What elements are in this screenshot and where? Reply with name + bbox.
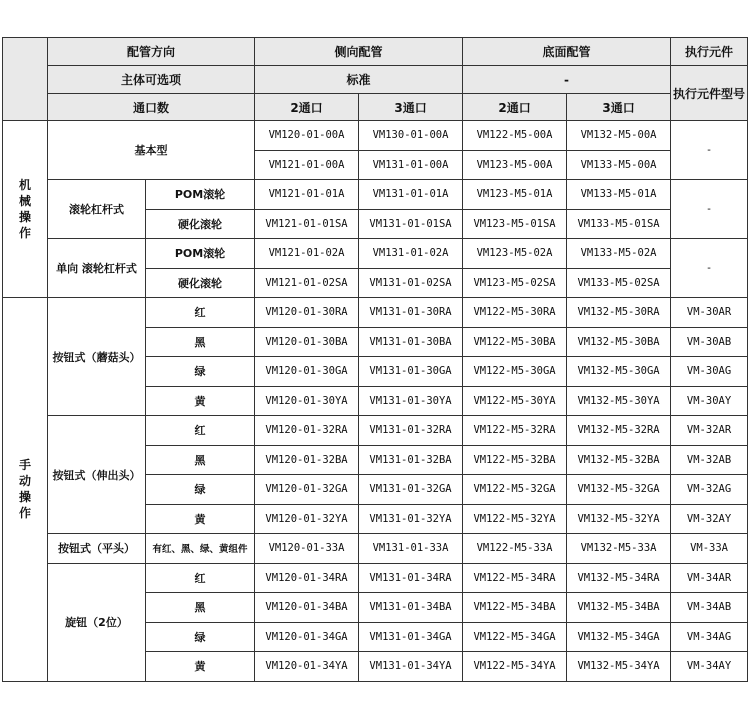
port-count-header: 通口数 [48, 94, 255, 121]
color-label: 有红、黑、绿、黄组件 [146, 534, 255, 564]
model-code: VM131-01-34YA [359, 652, 463, 682]
model-code: VM131-01-01SA [359, 209, 463, 239]
type-basic: 基本型 [48, 121, 255, 180]
model-code: VM123-M5-01SA [463, 209, 567, 239]
color-label: 红 [146, 298, 255, 328]
model-code: VM131-01-34BA [359, 593, 463, 623]
table-row [3, 563, 748, 593]
bottom-piping-header: 底面配管 [463, 38, 671, 66]
model-code: VM120-01-32YA [255, 504, 359, 534]
model-code: VM121-01-01SA [255, 209, 359, 239]
color-label: 黄 [146, 504, 255, 534]
corner-cell [3, 38, 48, 121]
actuator-model: VM-33A [671, 534, 748, 564]
actuator-model: VM-34AR [671, 563, 748, 593]
table-row [3, 298, 748, 328]
header-row-3 [3, 94, 748, 121]
model-code: VM131-01-32BA [359, 445, 463, 475]
model-code: VM120-01-32RA [255, 416, 359, 446]
actuator-model: VM-32AG [671, 475, 748, 505]
model-code: VM131-01-30RA [359, 298, 463, 328]
model-code: VM122-M5-34GA [463, 622, 567, 652]
table-row [3, 121, 748, 151]
model-code: VM131-01-30YA [359, 386, 463, 416]
header-row-2 [3, 66, 748, 94]
color-label: 红 [146, 563, 255, 593]
model-spec-table [2, 37, 748, 682]
model-code: VM120-01-34YA [255, 652, 359, 682]
model-code: VM121-01-00A [255, 150, 359, 180]
side-piping-header: 侧向配管 [255, 38, 463, 66]
model-code: VM122-M5-30GA [463, 357, 567, 387]
actuator-model: VM-34AG [671, 622, 748, 652]
model-code: VM122-M5-32BA [463, 445, 567, 475]
actuator-model: - [671, 180, 748, 239]
model-code: VM132-M5-34BA [567, 593, 671, 623]
model-code: VM120-01-30GA [255, 357, 359, 387]
model-code: VM132-M5-34YA [567, 652, 671, 682]
model-code: VM133-M5-00A [567, 150, 671, 180]
model-code: VM122-M5-30RA [463, 298, 567, 328]
model-code: VM131-01-00A [359, 150, 463, 180]
model-code: VM120-01-30RA [255, 298, 359, 328]
model-code: VM131-01-30GA [359, 357, 463, 387]
model-code: VM131-01-02A [359, 239, 463, 269]
actuator-model: VM-34AB [671, 593, 748, 623]
model-code: VM130-01-00A [359, 121, 463, 151]
standard-header: 标准 [255, 66, 463, 94]
color-label: 绿 [146, 357, 255, 387]
actuator-header: 执行元件 [671, 38, 748, 66]
sub-type: 硬化滚轮 [146, 268, 255, 298]
model-code: VM123-M5-00A [463, 150, 567, 180]
model-code: VM122-M5-34RA [463, 563, 567, 593]
actuator-model: VM-30AY [671, 386, 748, 416]
model-code: VM120-01-34GA [255, 622, 359, 652]
actuator-model: VM-32AY [671, 504, 748, 534]
piping-direction-header: 配管方向 [48, 38, 255, 66]
model-code: VM123-M5-02A [463, 239, 567, 269]
type-extended-button: 按钮式（伸出头） [48, 416, 146, 534]
body-option-header: 主体可选项 [48, 66, 255, 94]
color-label: 黄 [146, 386, 255, 416]
color-label: 绿 [146, 475, 255, 505]
side-2port-header: 2通口 [255, 94, 359, 121]
model-code: VM131-01-32GA [359, 475, 463, 505]
type-mushroom-button: 按钮式（蘑菇头） [48, 298, 146, 416]
model-code: VM133-M5-02A [567, 239, 671, 269]
actuator-model: VM-34AY [671, 652, 748, 682]
sub-type: 硬化滚轮 [146, 209, 255, 239]
model-code: VM123-M5-02SA [463, 268, 567, 298]
color-label: 黄 [146, 652, 255, 682]
model-code: VM132-M5-33A [567, 534, 671, 564]
model-code: VM121-01-01A [255, 180, 359, 210]
manual-group-label: 手 动 操 作 [3, 298, 48, 682]
model-code: VM122-M5-32RA [463, 416, 567, 446]
model-code: VM131-01-02SA [359, 268, 463, 298]
actuator-model-header: 执行元件型号 [671, 66, 748, 121]
model-code: VM120-01-32GA [255, 475, 359, 505]
model-code: VM122-M5-32YA [463, 504, 567, 534]
model-code: VM122-M5-30BA [463, 327, 567, 357]
table-row [3, 239, 748, 269]
sub-type: POM滚轮 [146, 180, 255, 210]
actuator-model: VM-30AG [671, 357, 748, 387]
model-code: VM121-01-02A [255, 239, 359, 269]
model-code: VM120-01-33A [255, 534, 359, 564]
actuator-model: - [671, 121, 748, 180]
model-code: VM122-M5-33A [463, 534, 567, 564]
model-code: VM131-01-30BA [359, 327, 463, 357]
color-label: 黑 [146, 327, 255, 357]
model-code: VM122-M5-00A [463, 121, 567, 151]
model-code: VM133-M5-01SA [567, 209, 671, 239]
model-code: VM120-01-32BA [255, 445, 359, 475]
model-code: VM131-01-01A [359, 180, 463, 210]
model-code: VM122-M5-34YA [463, 652, 567, 682]
sub-type: POM滚轮 [146, 239, 255, 269]
model-code: VM131-01-33A [359, 534, 463, 564]
side-3port-header: 3通口 [359, 94, 463, 121]
table-row [3, 534, 748, 564]
model-code: VM120-01-34BA [255, 593, 359, 623]
model-code: VM122-M5-32GA [463, 475, 567, 505]
model-code: VM132-M5-32YA [567, 504, 671, 534]
model-code: VM122-M5-34BA [463, 593, 567, 623]
model-code: VM132-M5-32GA [567, 475, 671, 505]
color-label: 红 [146, 416, 255, 446]
model-code: VM120-01-00A [255, 121, 359, 151]
bottom-2port-header: 2通口 [463, 94, 567, 121]
mechanical-group-label: 机 械 操 作 [3, 121, 48, 298]
actuator-model: VM-30AR [671, 298, 748, 328]
model-code: VM132-M5-30GA [567, 357, 671, 387]
model-code: VM132-M5-32RA [567, 416, 671, 446]
actuator-model: VM-32AR [671, 416, 748, 446]
model-code: VM122-M5-30YA [463, 386, 567, 416]
model-code: VM132-M5-34GA [567, 622, 671, 652]
bottom-3port-header: 3通口 [567, 94, 671, 121]
model-code: VM120-01-34RA [255, 563, 359, 593]
table-row [3, 416, 748, 446]
model-code: VM121-01-02SA [255, 268, 359, 298]
model-code: VM131-01-32RA [359, 416, 463, 446]
model-code: VM131-01-34RA [359, 563, 463, 593]
model-code: VM131-01-34GA [359, 622, 463, 652]
model-code: VM131-01-32YA [359, 504, 463, 534]
model-code: VM132-M5-30YA [567, 386, 671, 416]
model-code: VM120-01-30BA [255, 327, 359, 357]
actuator-model: - [671, 239, 748, 298]
model-code: VM132-M5-30RA [567, 298, 671, 328]
model-code: VM133-M5-02SA [567, 268, 671, 298]
model-code: VM132-M5-34RA [567, 563, 671, 593]
bottom-option-dash: - [463, 66, 671, 94]
model-code: VM132-M5-30BA [567, 327, 671, 357]
type-knob-2pos: 旋钮（2位） [48, 563, 146, 681]
model-code: VM133-M5-01A [567, 180, 671, 210]
header-row-1 [3, 38, 748, 66]
model-code: VM132-M5-32BA [567, 445, 671, 475]
type-flat-button: 按钮式（平头） [48, 534, 146, 564]
actuator-model: VM-30AB [671, 327, 748, 357]
type-roller-lever: 滚轮杠杆式 [48, 180, 146, 239]
color-label: 黑 [146, 593, 255, 623]
type-one-way-roller-lever: 单向 滚轮杠杆式 [48, 239, 146, 298]
table-row [3, 180, 748, 210]
model-code: VM120-01-30YA [255, 386, 359, 416]
model-code: VM123-M5-01A [463, 180, 567, 210]
model-code: VM132-M5-00A [567, 121, 671, 151]
color-label: 黑 [146, 445, 255, 475]
actuator-model: VM-32AB [671, 445, 748, 475]
color-label: 绿 [146, 622, 255, 652]
